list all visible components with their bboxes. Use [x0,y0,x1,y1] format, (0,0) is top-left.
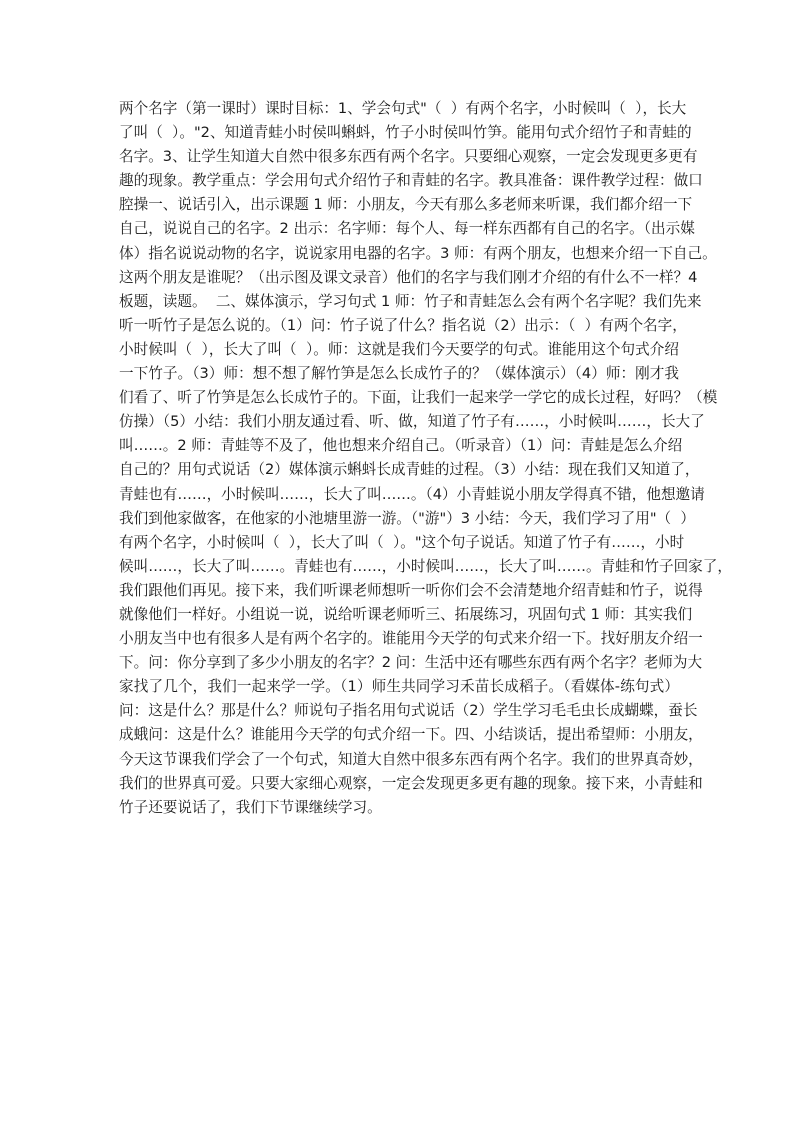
text-line: 了叫（ ）。"2、知道青蛙小时侯叫蝌蚪，竹子小时侯叫竹笋。能用句式介绍竹子和青蛙的 [119,124,692,142]
text-line: 自己，说说自己的名字。2 出示：名字师：每个人、每一样东西都有自己的名字。（出示媒 [119,220,695,238]
text-line: 趣的现象。教学重点：学会用句式介绍竹子和青蛙的名字。教具准备：课件教学过程：做口 [119,172,703,190]
text-line: 下。问：你分享到了多少小朋友的名字？2 问：生活中还有哪些东西有两个名字？老师为大 [119,654,703,672]
text-line: 青蛙也有……，小时候叫……，长大了叫……。（4）小青蛙说小朋友学得真不错，他想邀请 [119,485,705,503]
text-line: 听一听竹子是怎么说的。（1）问：竹子说了什么？指名说（2）出示：（ ）有两个名字， [119,316,687,334]
text-line: 们看了、听了竹笋是怎么长成竹子的。下面，让我们一起来学一学它的成长过程，好吗？（模 [119,389,718,407]
text-line: 竹子还要说话了，我们下节课继续学习。 [119,798,382,816]
text-line: 名字。3、让学生知道大自然中很多东西有两个名字。只要细心观察，一定会发现更多更有 [119,148,698,166]
text-line: 问：这是什么？那是什么？师说句子指名用句式说话（2）学生学习毛毛虫长成蝴蝶，蚕长 [119,702,698,720]
text-line: 小朋友当中也有很多人是有两个名字的。谁能用今天学的句式来介绍一下。找好朋友介绍一 [119,630,703,648]
text-line: 仿操）（5）小结：我们小朋友通过看、听、做，知道了竹子有……，小时候叫……，长大了 [119,413,705,431]
text-line: 候叫……，长大了叫……。青蛙也有……，小时候叫……，长大了叫……。青蛙和竹子回家了， [119,557,732,575]
text-line: 体）指名说说动物的名字，说说家用电器的名字。3 师：有两个朋友，也想来介绍一下自己。 [119,244,717,262]
text-line: 成蛾问：这是什么？谁能用今天学的句式介绍一下。四、小结谈话，提出希望师：小朋友， [119,726,703,744]
text-line: 叫……。2 师：青蛙等不及了，他也想来介绍自己。（听录音）（1）问：青蛙是怎么介绍 [119,437,683,455]
lesson-plan-text [119,97,732,820]
text-line: 就像他们一样好。小组说一说，说给听课老师听三、拓展练习，巩固句式 1 师：其实我们 [119,605,693,623]
text-line: 这两个朋友是谁呢？（出示图及课文录音）他们的名字与我们刚才介绍的有什么不一样？4 [119,268,698,286]
text-line: 板题，读题。 二、媒体演示，学习句式 1 师：竹子和青蛙怎么会有两个名字呢？我们先来 [119,292,702,310]
text-line: 我们到他家做客，在他家的小池塘里游一游。（"游"）3 小结：今天，我们学习了用"（ ） [119,509,696,527]
text-line: 小时候叫（ ），长大了叫（ ）。师：这就是我们今天要学的句式。谁能用这个句式介绍 [119,340,679,358]
text-line: 腔操一、说话引入，出示课题 1 师：小朋友，今天有那么多老师来听课，我们都介绍一下 [119,196,693,214]
text-line: 有两个名字，小时候叫（ ），长大了叫（ ）。"这个句子说话。知道了竹子有……，小时 [119,533,685,551]
text-line: 两个名字（第一课时）课时目标：1、学会句式"（ ）有两个名字，小时候叫（ ），长大 [119,100,687,117]
text-line: 我们跟他们再见。接下来，我们听课老师想听一听你们会不会清楚地介绍青蛙和竹子，说得 [119,581,703,599]
text-line: 家找了几个，我们一起来学一学。（1）师生共同学习禾苗长成稻子。（看媒体-练句式） [119,678,679,696]
text-line: 我们的世界真可爱。只要大家细心观察，一定会发现更多更有趣的现象。接下来，小青蛙和 [119,774,703,792]
text-line: 一下竹子。（3）师：想不想了解竹笋是怎么长成竹子的？（媒体演示）（4）师：刚才我 [119,365,679,383]
text-line: 今天这节课我们学会了一个句式，知道大自然中很多东西有两个名字。我们的世界真奇妙， [119,750,703,768]
text-line: 自己的？用句式说话（2）媒体演示蝌蚪长成青蛙的过程。（3）小结：现在我们又知道了， [119,461,700,479]
